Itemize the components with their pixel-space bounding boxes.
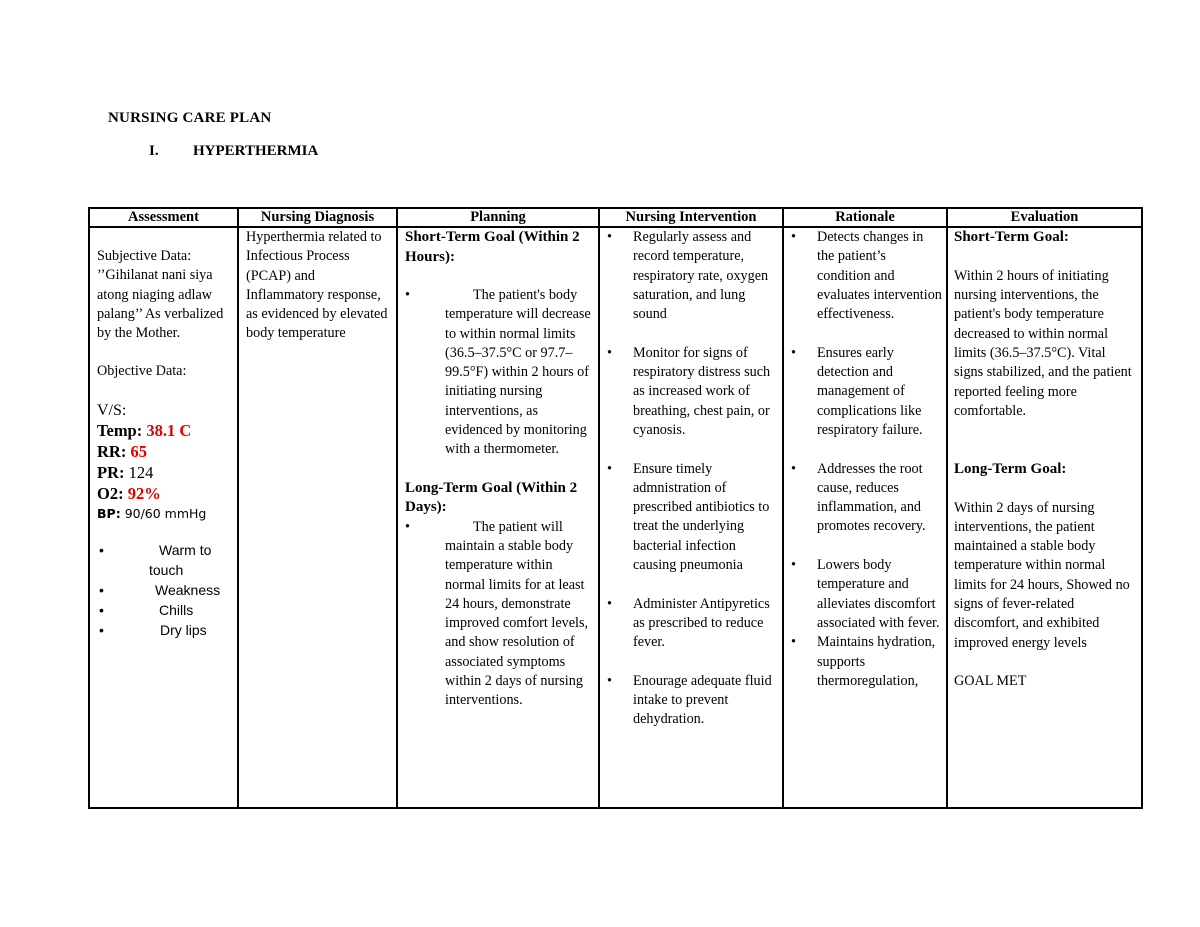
assessment-cell bbox=[89, 227, 238, 808]
list-item bbox=[97, 540, 233, 580]
subjective-label: Subjective Data: bbox=[97, 248, 192, 264]
list-item bbox=[605, 228, 778, 324]
evaluation-short-term-text: Within 2 hours of initiating nursing interventions, the patient's body temperature decreased to within normal limits (36.5–37.5°C). Vital signs stabilized, and the patient reported feeling more comfortable. bbox=[954, 267, 1132, 419]
bullet-icon: • bbox=[99, 582, 104, 599]
list-item bbox=[97, 580, 233, 600]
bullet-icon: • bbox=[607, 595, 612, 612]
section-heading bbox=[149, 143, 318, 160]
header-rationale: Rationale bbox=[783, 208, 947, 227]
vital-o2 bbox=[97, 483, 233, 504]
temp-value: 38.1 C bbox=[146, 421, 192, 441]
symptom-text: Chills bbox=[159, 602, 194, 619]
list-item bbox=[97, 600, 233, 620]
evaluation-long-term-heading: Long-Term Goal: bbox=[954, 460, 1067, 477]
list-item bbox=[789, 228, 942, 324]
table-header-row bbox=[89, 208, 1142, 227]
planning-short-term-text: The patient's body temperature will decrease to within normal limits (36.5–37.5°C or 97.7–99.5°F) within 2 hours of initiating nursing interventions, as evidenced by monitoring with a thermometer. bbox=[445, 287, 591, 458]
planning-short-term-heading: Short-Term Goal (Within 2 Hours): bbox=[405, 229, 580, 265]
header-assessment: Assessment bbox=[89, 208, 238, 227]
bullet-icon: • bbox=[791, 557, 796, 574]
header-planning: Planning bbox=[397, 208, 599, 227]
header-nursing-intervention: Nursing Intervention bbox=[599, 208, 783, 227]
o2-value: 92% bbox=[127, 484, 161, 504]
bullet-icon: • bbox=[99, 542, 104, 559]
objective-label: Objective Data: bbox=[97, 363, 187, 380]
o2-label: O2: bbox=[97, 484, 124, 504]
vital-pr bbox=[97, 462, 233, 483]
evaluation-short-term-heading: Short-Term Goal: bbox=[954, 229, 1069, 245]
planning-long-term-text: The patient will maintain a stable body temperature within normal limits for at least 24 hours, demonstrate improved comfort levels, and show resolution of associated symptoms within 2 days of nursing interventions. bbox=[445, 518, 589, 709]
header-nursing-diagnosis: Nursing Diagnosis bbox=[238, 208, 397, 227]
list-item bbox=[605, 595, 778, 653]
symptom-text: Warm to touch bbox=[149, 542, 212, 579]
intervention-text: Ensure timely admnistration of prescribed antibiotics to treat the underlying bacterial infection causing pneumonia bbox=[633, 460, 770, 574]
symptom-list bbox=[97, 540, 233, 640]
list-item bbox=[97, 620, 233, 640]
rationale-text: Ensures early detection and management of complications like respiratory failure. bbox=[817, 344, 923, 438]
list-item bbox=[789, 460, 942, 537]
planning-short-term-item bbox=[405, 286, 594, 460]
rationale-list bbox=[789, 228, 942, 691]
intervention-cell bbox=[599, 227, 783, 808]
header-evaluation: Evaluation bbox=[947, 208, 1142, 227]
bullet-icon: • bbox=[791, 344, 796, 361]
vital-bp bbox=[97, 504, 233, 524]
symptom-text: Weakness bbox=[155, 582, 221, 599]
document-title: NURSING CARE PLAN bbox=[108, 110, 272, 126]
evaluation-cell bbox=[947, 227, 1142, 808]
pr-value: 124 bbox=[128, 463, 154, 483]
vital-rr bbox=[97, 441, 233, 462]
bullet-icon: • bbox=[607, 344, 612, 361]
list-item bbox=[789, 344, 942, 440]
planning-cell bbox=[397, 227, 599, 808]
diagnosis-text: Hyperthermia related to Infectious Process (PCAP) and Inflammatory response, as evidenced by elevated body temperature bbox=[246, 229, 388, 342]
subjective-quote: ’’Gihilanat nani siya atong niaging adlaw palang’’ As verbalized by the Mother. bbox=[97, 267, 224, 342]
list-item bbox=[789, 633, 942, 691]
rationale-cell bbox=[783, 227, 947, 808]
bullet-icon: • bbox=[607, 229, 612, 245]
bullet-icon: • bbox=[791, 460, 796, 477]
bullet-icon: • bbox=[607, 460, 612, 477]
vital-temp bbox=[97, 420, 233, 441]
bullet-icon: • bbox=[405, 287, 410, 303]
nursing-care-plan-table bbox=[88, 207, 1143, 809]
temp-label: Temp: bbox=[97, 421, 143, 441]
rationale-text: Detects changes in the patient’s condition and evaluates intervention effectiveness. bbox=[817, 229, 942, 323]
symptom-text: Dry lips bbox=[160, 622, 207, 639]
intervention-text: Administer Antipyretics as prescribed to reduce fever. bbox=[633, 595, 770, 651]
list-item bbox=[789, 556, 942, 633]
rationale-text: Maintains hydration, supports thermoregulation, bbox=[817, 634, 936, 689]
intervention-text: Enourage adequate fluid intake to prevent dehydration. bbox=[633, 672, 772, 728]
list-item bbox=[605, 672, 778, 730]
diagnosis-cell bbox=[238, 227, 397, 808]
intervention-text: Regularly assess and record temperature, respiratory rate, oxygen saturation, and lung sound bbox=[633, 229, 769, 323]
evaluation-status: GOAL MET bbox=[954, 673, 1027, 690]
rationale-text: Addresses the root cause, reduces inflammation, and promotes recovery. bbox=[817, 460, 926, 535]
section-title: HYPERTHERMIA bbox=[193, 143, 319, 159]
bullet-icon: • bbox=[791, 229, 796, 245]
evaluation-long-term-text: Within 2 days of nursing interventions, the patient maintained a stable body temperature within normal limits for 24 hours, Showed no signs of fever-related discomfort, and exhibited improved energy levels bbox=[954, 499, 1130, 651]
bullet-icon: • bbox=[99, 602, 104, 619]
bullet-icon: • bbox=[607, 672, 612, 689]
section-number: I. bbox=[149, 143, 159, 159]
bullet-icon: • bbox=[791, 634, 796, 651]
intervention-list bbox=[605, 228, 778, 730]
table-row bbox=[89, 227, 1142, 808]
rr-label: RR: bbox=[97, 442, 127, 462]
bullet-icon: • bbox=[405, 518, 410, 535]
pr-label: PR: bbox=[97, 463, 125, 483]
list-item bbox=[605, 460, 778, 576]
list-item bbox=[605, 344, 778, 440]
rationale-text: Lowers body temperature and alleviates discomfort associated with fever. bbox=[817, 557, 940, 631]
bullet-icon: • bbox=[99, 622, 104, 639]
planning-long-term-heading: Long-Term Goal (Within 2 Days): bbox=[405, 479, 578, 516]
planning-long-term-item bbox=[405, 518, 594, 711]
bp-value: 90/60 mmHg bbox=[124, 506, 207, 522]
rr-value: 65 bbox=[130, 442, 147, 462]
intervention-text: Monitor for signs of respiratory distress such as increased work of breathing, chest pain, or cyanosis. bbox=[633, 344, 771, 438]
bp-label: BP: bbox=[97, 506, 121, 522]
vital-signs-label: V/S: bbox=[97, 401, 127, 419]
